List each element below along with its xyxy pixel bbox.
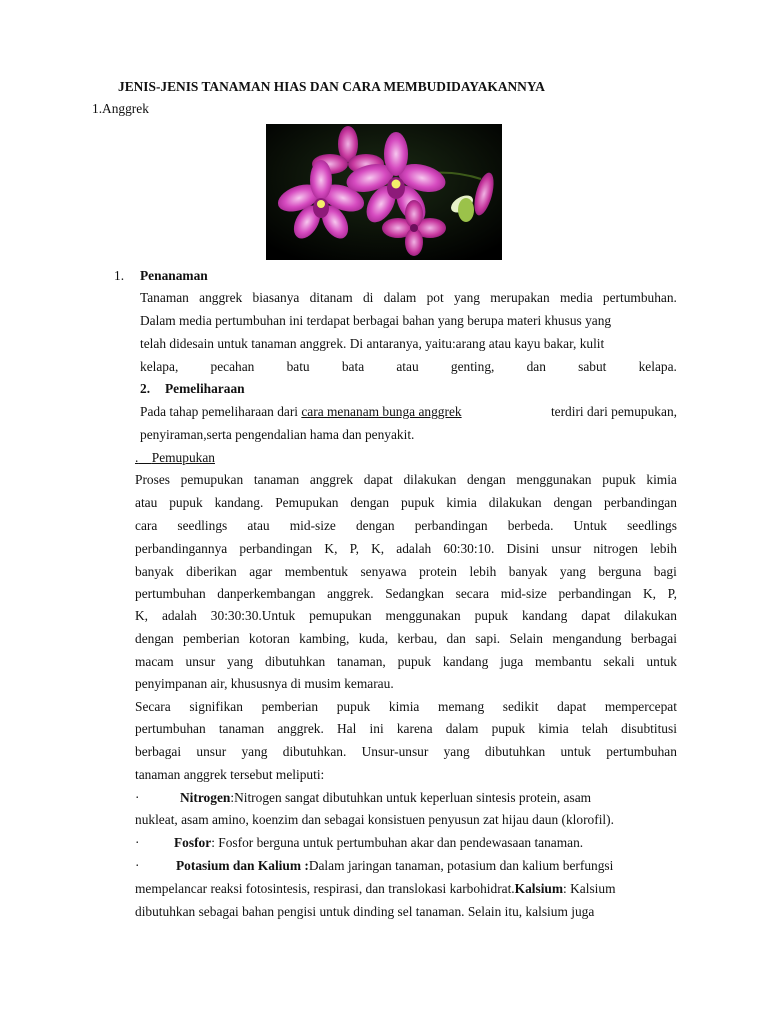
- paragraph-line: [135, 630, 677, 648]
- word: dengan: [355, 518, 395, 533]
- word: pot: [426, 290, 444, 305]
- word: Sedangkan: [385, 586, 444, 601]
- word: kelapa.: [638, 359, 677, 374]
- word: K,: [324, 541, 338, 556]
- word: banyak: [508, 564, 548, 579]
- paragraph-line: [135, 494, 677, 512]
- word: macam: [135, 654, 174, 669]
- bullet: ·: [135, 835, 140, 850]
- word: karena: [396, 721, 433, 736]
- word: adalah: [396, 541, 432, 556]
- word: mempercepat: [604, 699, 677, 714]
- paragraph-line: [135, 607, 677, 625]
- paragraph-line: [135, 653, 677, 671]
- paragraph-justified-line: [140, 358, 677, 376]
- word: media: [559, 290, 593, 305]
- word: agar: [249, 564, 273, 579]
- word: kandang: [521, 608, 568, 623]
- word: memang: [438, 699, 485, 714]
- word: 60:30:10.: [443, 541, 495, 556]
- paragraph-line: [135, 540, 677, 558]
- word: sapi.: [475, 631, 501, 646]
- word: banyak: [135, 564, 174, 579]
- word: pupuk: [336, 699, 371, 714]
- word: pertumbuhan.: [602, 290, 677, 305]
- word: P,: [349, 541, 359, 556]
- word: adalah: [161, 608, 197, 623]
- paragraph-line: [135, 720, 677, 738]
- word: mid-size: [289, 518, 336, 533]
- paragraph-line: [135, 471, 677, 489]
- word: batu: [286, 359, 310, 374]
- word: untuk: [646, 654, 677, 669]
- word: signifikan: [189, 699, 243, 714]
- word: senyawa: [360, 564, 407, 579]
- word: Pemupukan: [275, 495, 339, 510]
- word: pupuk: [397, 654, 432, 669]
- paragraph-line: telah didesain untuk tanaman anggrek. Di antaranya, yaitu:arang atau kayu bakar, kulit: [140, 336, 605, 351]
- word: perbandingannya: [135, 541, 228, 556]
- word: dibutuhkan: [264, 654, 326, 669]
- word: Secara: [135, 699, 171, 714]
- word: anggrek: [309, 472, 354, 487]
- word: dilakukan: [403, 472, 457, 487]
- word: kambing,: [299, 631, 350, 646]
- word: ditanam: [309, 290, 353, 305]
- word: danperkembangan: [217, 586, 316, 601]
- word: mid-size: [500, 586, 547, 601]
- word: anggrek: [199, 290, 243, 305]
- section-1-number: 1.: [114, 268, 125, 283]
- word: seedlings: [177, 518, 228, 533]
- word: tanaman: [253, 472, 300, 487]
- nitrogen-label: Nitrogen: [180, 790, 231, 805]
- word: pertumbuhan: [135, 586, 206, 601]
- word: kimia: [446, 495, 477, 510]
- word: untuk: [560, 744, 591, 759]
- word: anggrek.: [277, 721, 324, 736]
- word: berbeda.: [507, 518, 554, 533]
- word: perbandingan: [604, 495, 677, 510]
- paragraph-line: Dalam media pertumbuhan ini terdapat berbagai bahan yang berupa materi khusus yang: [140, 313, 612, 328]
- word: kimia: [538, 721, 569, 736]
- nitrogen-text: :Nitrogen sangat dibutuhkan untuk keperluan sintesis protein, asam: [230, 790, 592, 805]
- bullet: ·: [135, 790, 140, 805]
- nitrogen-line: [180, 789, 677, 807]
- word: kimia: [646, 472, 677, 487]
- word: membentuk: [284, 564, 348, 579]
- paragraph-line: [135, 743, 677, 761]
- word: yang: [227, 654, 254, 669]
- fosfor-label: Fosfor: [174, 835, 212, 850]
- pemupukan-heading: . Pemupukan: [135, 450, 215, 465]
- word: sedikit: [502, 699, 539, 714]
- word: secara: [455, 586, 490, 601]
- word: pecahan: [210, 359, 255, 374]
- word: pupuk: [474, 608, 509, 623]
- kalium-line-2: mempelancar reaksi fotosintesis, respirasi, dan translokasi karbohidrat.Kalsium: Kalsium: [135, 881, 616, 896]
- word: lebih: [469, 564, 497, 579]
- word: pupuk: [169, 495, 203, 510]
- word: berbagai: [135, 744, 182, 759]
- word: kelapa,: [140, 359, 179, 374]
- word: menggunakan: [385, 608, 461, 623]
- link-cara-menanam[interactable]: cara menanam bunga anggrek: [301, 404, 462, 419]
- word: yang: [453, 290, 480, 305]
- word: menggunakan: [516, 472, 592, 487]
- word: dengan: [553, 495, 593, 510]
- word: dapat: [581, 608, 611, 623]
- word: lebih: [650, 541, 677, 556]
- paragraph-line: [140, 289, 677, 307]
- paragraph-line: nukleat, asam amino, koenzim dan sebagai konsistuen penyusun zat hijau daun (klorofil).: [135, 812, 614, 827]
- paragraph-line: tanaman anggrek tersebut meliputi:: [135, 767, 325, 782]
- word: anggrek.: [327, 586, 374, 601]
- word: dibutuhkan: [484, 744, 546, 759]
- word: sekali: [603, 654, 635, 669]
- word: di: [362, 290, 374, 305]
- word: atau: [396, 359, 419, 374]
- kalsium-label: Kalsium: [514, 881, 564, 896]
- paragraph-line: [135, 698, 677, 716]
- word: pertumbuhan: [135, 721, 206, 736]
- word: merupakan: [490, 290, 550, 305]
- word: tanaman,: [337, 654, 386, 669]
- word: bagi: [653, 564, 677, 579]
- word: protein: [419, 564, 457, 579]
- word: perbandingan: [558, 586, 632, 601]
- word: membantu: [535, 654, 592, 669]
- paragraph-line: [135, 585, 677, 603]
- word: ini: [369, 721, 384, 736]
- word: dapat: [557, 699, 587, 714]
- word: perbandingan: [239, 541, 313, 556]
- page-title: JENIS-JENIS TANAMAN HIAS DAN CARA MEMBUDIDAYAKANNYA: [118, 79, 545, 94]
- word: pupuk: [491, 721, 526, 736]
- word: P,: [667, 586, 677, 601]
- word: Hal: [337, 721, 357, 736]
- paragraph-line: [140, 403, 677, 421]
- word: nitrogen: [593, 541, 638, 556]
- paragraph-line: penyimpanan air, khususnya di musim kemarau.: [135, 676, 394, 691]
- section-2-number: 2.: [140, 381, 151, 396]
- word: yang: [443, 744, 470, 759]
- word: genting,: [450, 359, 495, 374]
- word: sabut: [578, 359, 607, 374]
- section-1-heading: Penanaman: [140, 268, 208, 283]
- word: pertumbuhan: [606, 744, 677, 759]
- word: K,: [135, 608, 149, 623]
- word: dibutuhkan.: [282, 744, 347, 759]
- word: atau: [135, 495, 158, 510]
- word: dengan: [350, 495, 390, 510]
- kalium-line: Potasium dan Kalium :Dalam jaringan tanaman, potasium dan kalium berfungsi: [176, 858, 614, 873]
- word: Unsur-unsur: [361, 744, 429, 759]
- word: Selain: [509, 631, 543, 646]
- word: berbagai: [630, 631, 677, 646]
- word: dalam: [445, 721, 479, 736]
- word: berguna: [598, 564, 642, 579]
- text: terdiri dari pemupukan,: [550, 404, 677, 419]
- word: dilakukan: [488, 495, 542, 510]
- word: kuda,: [358, 631, 389, 646]
- word: yang: [559, 564, 586, 579]
- word: biasanya: [252, 290, 300, 305]
- word: perbandingan: [414, 518, 488, 533]
- word: Disini: [506, 541, 540, 556]
- word: juga: [500, 654, 524, 669]
- orchid-photo: [266, 124, 502, 260]
- paragraph-line: [135, 563, 677, 581]
- word: Proses: [135, 472, 170, 487]
- word: mengandung: [552, 631, 622, 646]
- section-2-heading: Pemeliharaan: [165, 381, 245, 396]
- word: cara: [135, 518, 158, 533]
- word: kotoran: [248, 631, 290, 646]
- word: pemberian: [183, 631, 240, 646]
- word: disubtitusi: [621, 721, 677, 736]
- paragraph-line: penyiraman,serta pengendalian hama dan penyakit.: [140, 427, 415, 442]
- word: dalam: [383, 290, 417, 305]
- word: dan: [446, 631, 466, 646]
- word: telah: [581, 721, 608, 736]
- word: Tanaman: [140, 290, 189, 305]
- word: kimia: [388, 699, 420, 714]
- word: bata: [341, 359, 365, 374]
- word: pemupukan: [309, 608, 372, 623]
- word: unsur: [196, 744, 227, 759]
- fosfor-line: Fosfor: Fosfor berguna untuk pertumbuhan akar dan pendewasaan tanaman.: [174, 835, 584, 850]
- word: dan: [526, 359, 546, 374]
- word: Untuk: [573, 518, 607, 533]
- subtitle: 1.Anggrek: [92, 101, 149, 116]
- word: kandang.: [214, 495, 264, 510]
- word: unsur: [185, 654, 216, 669]
- word: yang: [241, 744, 268, 759]
- word: dengan: [135, 631, 174, 646]
- word: dilakukan: [624, 608, 677, 623]
- word: diberikan: [186, 564, 237, 579]
- kalium-label: Potasium dan Kalium :: [176, 858, 309, 873]
- word: tanaman: [218, 721, 265, 736]
- word: dapat: [363, 472, 393, 487]
- bullet: ·: [135, 858, 140, 873]
- word: pupuk: [602, 472, 636, 487]
- word: seedlings: [627, 518, 677, 533]
- word: pemberian: [261, 699, 319, 714]
- paragraph-line: dibutuhkan sebagai bahan pengisi untuk dinding sel tanaman. Selain itu, kalsium juga: [135, 904, 595, 919]
- word: pemupukan: [180, 472, 244, 487]
- word: 30:30:30.Untuk: [210, 608, 296, 623]
- paragraph-line: [135, 517, 677, 535]
- word: K,: [643, 586, 657, 601]
- word: unsur: [551, 541, 582, 556]
- word: K,: [371, 541, 385, 556]
- word: pupuk: [400, 495, 435, 510]
- word: atau: [247, 518, 270, 533]
- word: dengan: [466, 472, 506, 487]
- word: kandang: [442, 654, 489, 669]
- word: kerbau,: [397, 631, 438, 646]
- text: Pada tahap pemeliharaan dari cara menanam bunga anggrek: [140, 404, 462, 419]
